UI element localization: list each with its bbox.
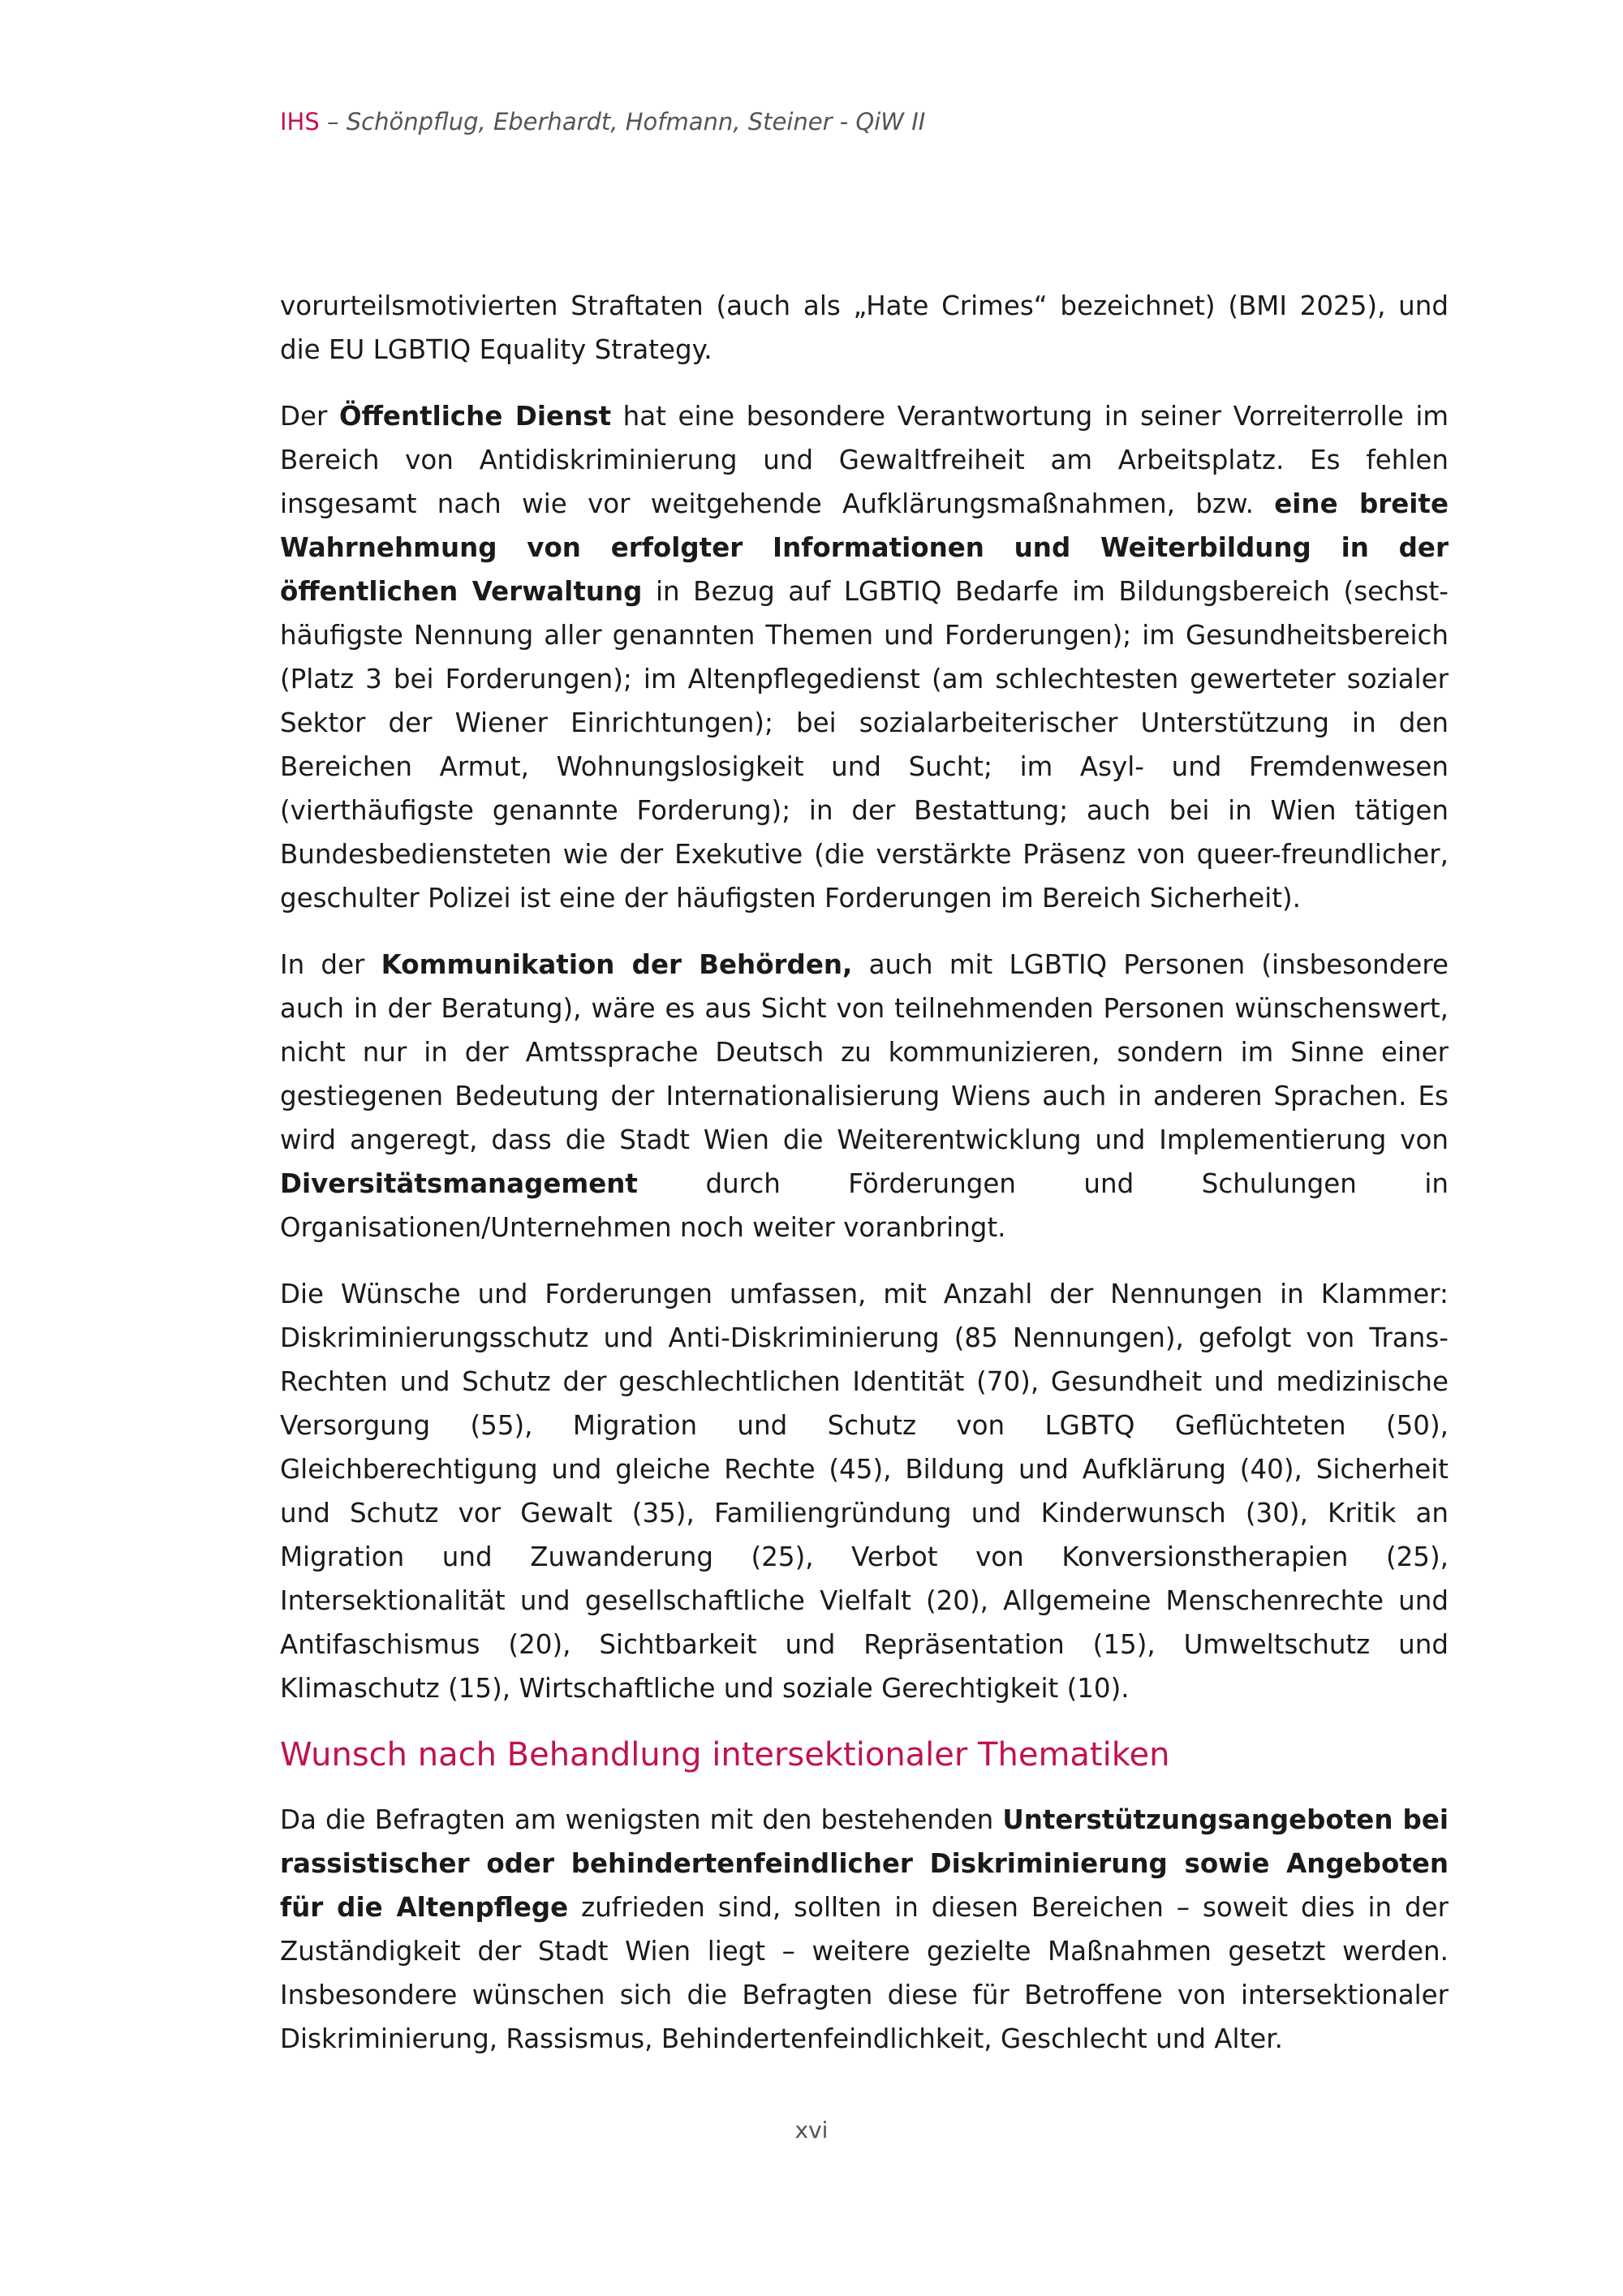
text-run: durch Förderungen und Schulungen in Organisationen/Unternehmen noch weiter voranbringt. [280,1168,1449,1243]
section-heading: Wunsch nach Behandlung intersektionaler Thematiken [280,1736,1170,1774]
text-run: in Bezug auf LGBTIQ Bedarfe im Bildungsbereich (sechst-häufigste Nennung aller genannten Themen und Forderungen); im Gesundheitsbereich (Platz 3 bei Forderungen); im Altenpflegedienst (am schlechtesten gewerteter sozialer Sektor der Wiener Einrichtungen); bei sozialarbeiterischer Unterstützung in den Bereichen Armut, Wohnungslosigkeit und Sucht; im Asyl- und Fremdenwesen (vierthäufigste genannte Forderung); in der Bestattung; auch bei in Wien tätigen Bundesbediensteten wie der Exekutive (die verstärkte Präsenz von queer-freundlicher, geschulter Polizei ist eine der häufigsten Forderungen im Bereich Sicherheit). [280,576,1449,914]
paragraph-public-service [280,394,1449,920]
text-run: In der [280,949,381,980]
text-run: Da die Befragten am wenigsten mit den bestehenden [280,1804,1003,1835]
paragraph-intersectional [280,1798,1449,2061]
paragraph-wishes-demands [280,1272,1449,1710]
emphasis-diversity-management: Diversitätsmanagement [280,1168,638,1199]
emphasis-support-offers: Unterstützungsangeboten bei rassistischer oder behindertenfeindlicher Diskriminierung sowie Angeboten für die Altenpflege [280,1804,1449,1923]
paragraph-hate-crimes [280,284,1449,372]
header-authors: Schönpflug, Eberhardt, Hofmann, Steiner - QiW II [346,108,926,135]
text-run: hat eine besondere Verantwortung in seiner Vorreiterrolle im Bereich von Antidiskriminierung und Gewaltfreiheit am Arbeitsplatz. Es fehlen insgesamt nach wie vor weitgehende Aufklärungsmaßnahmen, bzw. [280,401,1449,519]
text-run: zufrieden sind, sollten in diesen Bereichen – soweit dies in der Zuständigkeit der Stadt Wien liegt – weitere gezielte Maßnahmen gesetzt werden. Insbesondere wünschen sich die Befragten diese für Betroffene von intersektionaler Diskriminierung, Rassismus, Behindertenfeindlichkeit, Geschlecht und Alter. [280,1892,1449,2054]
text-run: Die Wünsche und Forderungen umfassen, mit Anzahl der Nennungen in Klammer: Diskriminierungsschutz und Anti-Diskriminierung (85 Nennungen), gefolgt von Trans-Rechten und Schutz der geschlechtlichen Identität (70), Gesundheit und medizinische Versorgung (55), Migration und Schutz von LGBTQ Geflüchteten (50), Gleichberechtigung und gleiche Rechte (45), Bildung und Aufklärung (40), Sicherheit und Schutz vor Gewalt (35), Familiengründung und Kinderwunsch (30), Kritik an Migration und Zuwanderung (25), Verbot von Konversionstherapien (25), Intersektionalität und gesellschaftliche Vielfalt (20), Allgemeine Menschenrechte und Antifaschismus (20), Sichtbarkeit und Repräsentation (15), Umweltschutz und Klimaschutz (15), Wirtschaftliche und soziale Gerechtigkeit (10). [280,1279,1449,1704]
emphasis-public-service: Öffentliche Dienst [338,401,612,432]
text-run: vorurteilsmotivierten Straftaten (auch als „Hate Crimes“ bezeichnet) (BMI 2025), und die EU LGBTIQ Equality Strategy. [280,290,1449,365]
page-number: xvi [794,2117,829,2143]
emphasis-authority-communication: Kommunikation der Behörden, [381,949,853,980]
header-org: IHS [280,108,320,135]
emphasis-administration-training: eine breite Wahrnehmung von erfolgter Informationen und Weiterbildung in der öffentlichen Verwaltung [280,488,1449,607]
text-run: auch mit LGBTIQ Personen (insbesondere auch in der Beratung), wäre es aus Sicht von teilnehmenden Personen wünschenswert, nicht nur in der Amtssprache Deutsch zu kommunizieren, sondern im Sinne einer gestiegenen Bedeutung der Internationalisierung Wiens auch in anderen Sprachen. Es wird angeregt, dass die Stadt Wien die Weiterentwicklung und Implementierung von [280,949,1449,1155]
running-header [280,104,925,140]
header-separator: – [319,108,347,135]
text-run: Der [280,401,339,432]
paragraph-authority-communication [280,943,1449,1249]
document-body [280,284,1449,2083]
